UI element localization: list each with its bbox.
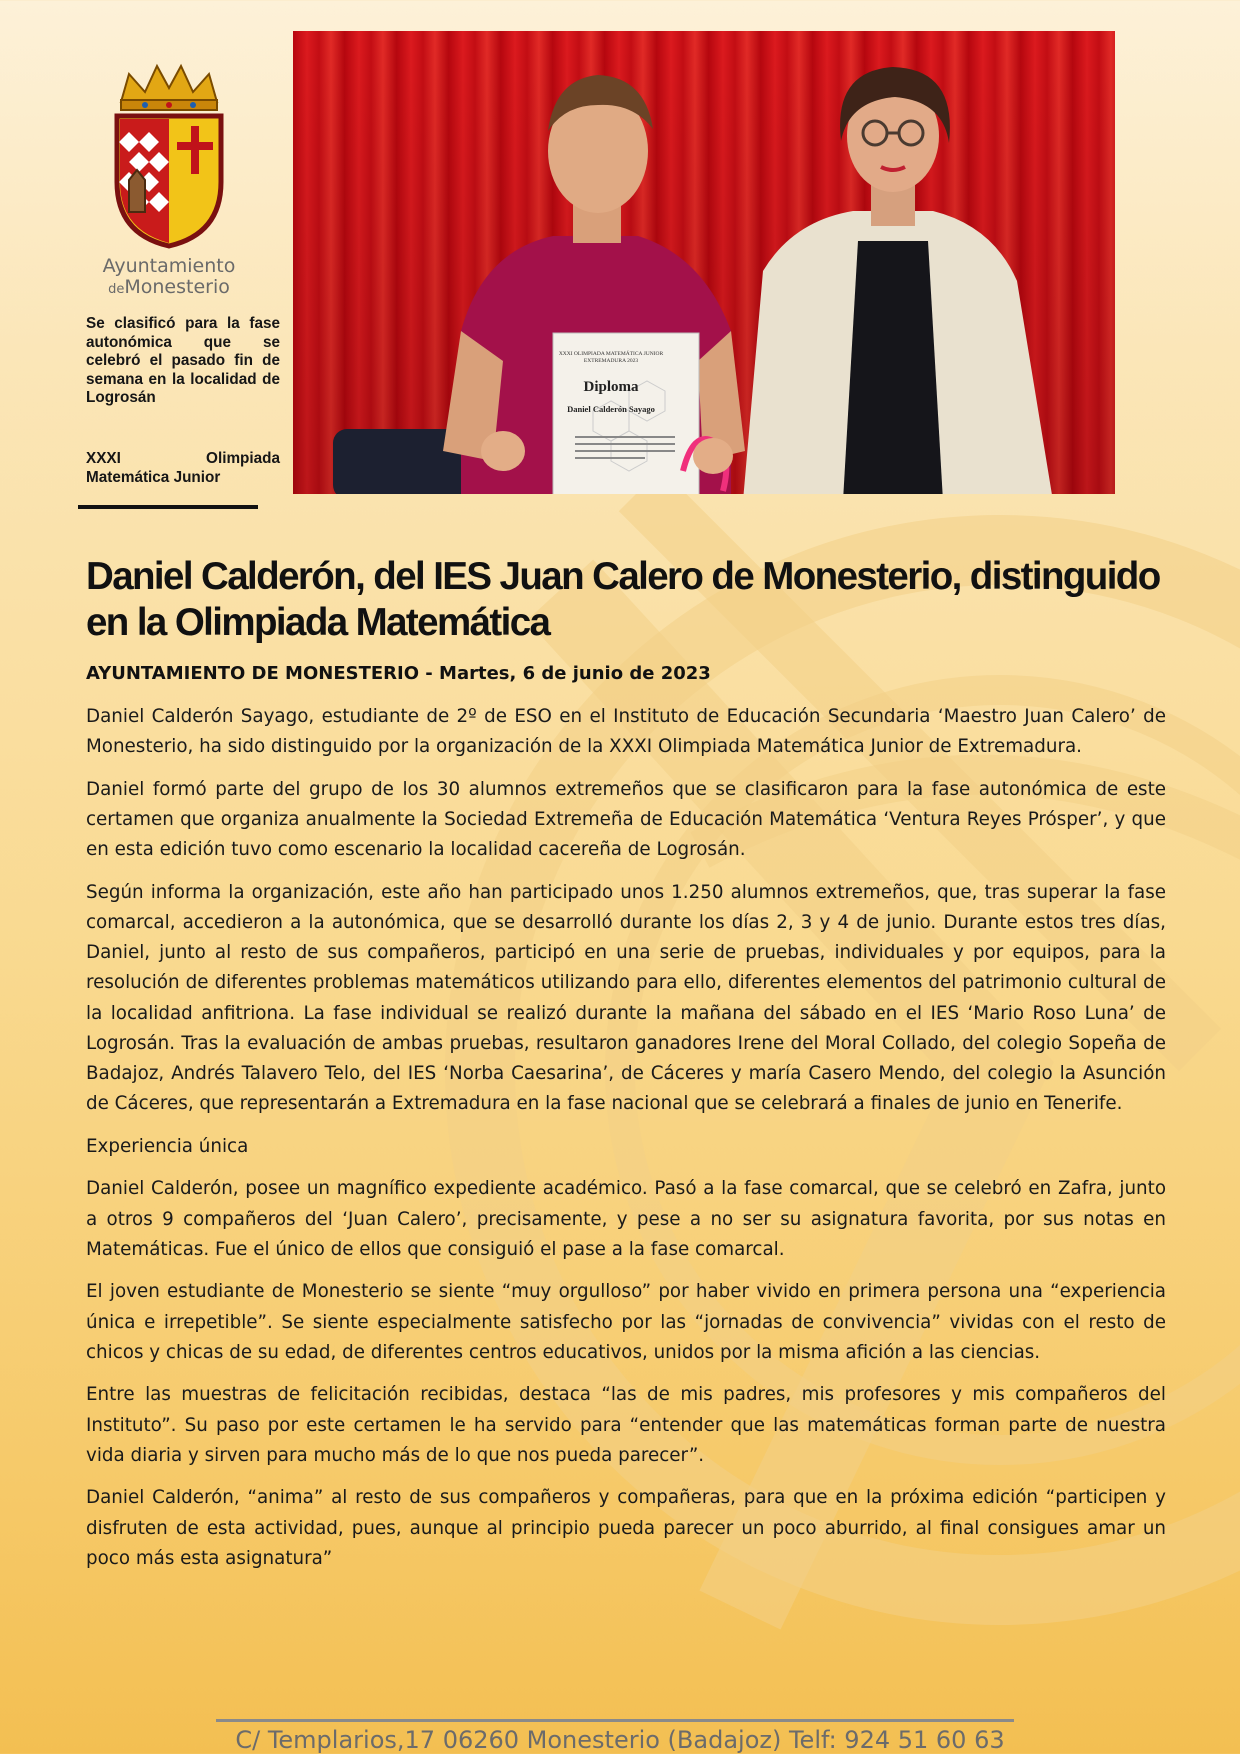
article-headline: Daniel Calderón, del IES Juan Calero de Monesterio, distinguido en la Olimpiada Matemática	[86, 555, 1160, 644]
diploma-title: Diploma	[583, 379, 639, 395]
article-paragraph: El joven estudiante de Monesterio se siente “muy orgulloso” por haber vivido en primera persona una “experiencia única e irrepetible”. Se siente especialmente satisfecho por las “jornadas de convivencia” vividas con el resto de chicos y chicas de su edad, de diferentes centros educativos, unidos por la misma afición a las ciencias.	[86, 1281, 1166, 1363]
logo-line-2: Monesterio	[124, 276, 230, 298]
article-paragraph: Daniel Calderón, posee un magnífico expediente académico. Pasó a la fase comarcal, que se celebró en Zafra, junto a otros 9 compañeros del ‘Juan Calero’, precisamente, y pese a no ser su asignatura favorita, por sus notas en Matemáticas. Fue el único de ellos que consiguió el pase a la fase comarcal.	[86, 1178, 1166, 1260]
sidebar-tag: XXXI Olimpiada Matemática Junior	[86, 450, 280, 486]
article-paragraph: Entre las muestras de felicitación recibidas, destaca “las de mis padres, mis profesores y mis compañeros del Instituto”. Su paso por este certamen le ha servido para “entender que las matemáticas forman parte de nuestra vida diaria y sirven para mucho más de lo que nos pueda parecer”.	[86, 1384, 1166, 1466]
coat-of-arms-icon	[99, 62, 239, 252]
photo-figures	[293, 31, 1115, 494]
sidebar-divider	[78, 505, 258, 509]
article-paragraph: Daniel formó parte del grupo de los 30 alumnos extremeños que se clasificaron para la fase autonómica de este certamen que organiza anualmente la Sociedad Extremeña de Educación Matemática ‘Ventura Reyes Prósper’, y que en esta edición tuvo como escenario la localidad cacereña de Logrosán.	[86, 778, 1166, 861]
article-body	[86, 702, 1166, 1586]
article-paragraph: Daniel Calderón, “anima” al resto de sus compañeros y compañeras, para que en la próxima edición “participen y disfruten de esta actividad, pues, aunque al principio pueda parecer un poco aburrido, al final consigues amar un poco más esta asignatura”	[86, 1487, 1166, 1569]
article-paragraph: Daniel Calderón Sayago, estudiante de 2º de ESO en el Instituto de Educación Secundaria ‘Maestro Juan Calero’ de Monesterio, ha sido distinguido por la organización de la XXXI Olimpiada Matemática Junior de Extremadura.	[86, 706, 1166, 758]
diploma-name: Daniel Calderón Sayago	[567, 404, 655, 414]
article-paragraph: Según informa la organización, este año han participado unos 1.250 alumnos extremeños, que, tras superar la fase comarcal, accedieron a la autonómica, que se desarrolló durante los días 2, 3 y 4 de junio. Durante estos tres días, Daniel, junto al resto de sus compañeros, participó en una serie de pruebas, individuales y por equipos, para la resolución de diferentes problemas matemáticos utilizando para ello, diferentes elementos del patrimonio cultural de la localidad anfitriona. La fase individual se realizó durante la mañana del sábado en el IES ‘Mario Roso Luna’ de Logrosán. Tras la evaluación de ambas pruebas, resultaron ganadores Irene del Moral Collado, del colegio Sopeña de Badajoz, Andrés Talavero Telo, del IES ‘Norba Caesarina’, de Cáceres y maría Casero Mendo, del colegio la Asunción de Cáceres, que representarán a Extremadura en la fase nacional que se celebrará a finales de junio en Tenerife.	[86, 881, 1166, 1115]
sidebar-summary: Se clasificó para la fase autonómica que se celebró el pasado fin de semana en la localidad de Logrosán	[86, 315, 280, 406]
footer-divider	[216, 1719, 1014, 1722]
municipal-logo	[94, 62, 244, 300]
award-photo	[293, 31, 1115, 494]
diploma-header: XXXI OLIMPIADA MATEMÁTICA JUNIOR EXTREMADURA 2023	[558, 351, 664, 364]
footer-address: C/ Templarios,17 06260 Monesterio (Badajoz) Telf: 924 51 60 63	[235, 1726, 1005, 1754]
article-subheading: Experiencia única	[86, 1135, 249, 1157]
logo-de: de	[108, 282, 125, 297]
article-byline: AYUNTAMIENTO DE MONESTERIO - Martes, 6 de junio de 2023	[86, 663, 711, 684]
logo-line-1: Ayuntamiento	[102, 255, 236, 277]
